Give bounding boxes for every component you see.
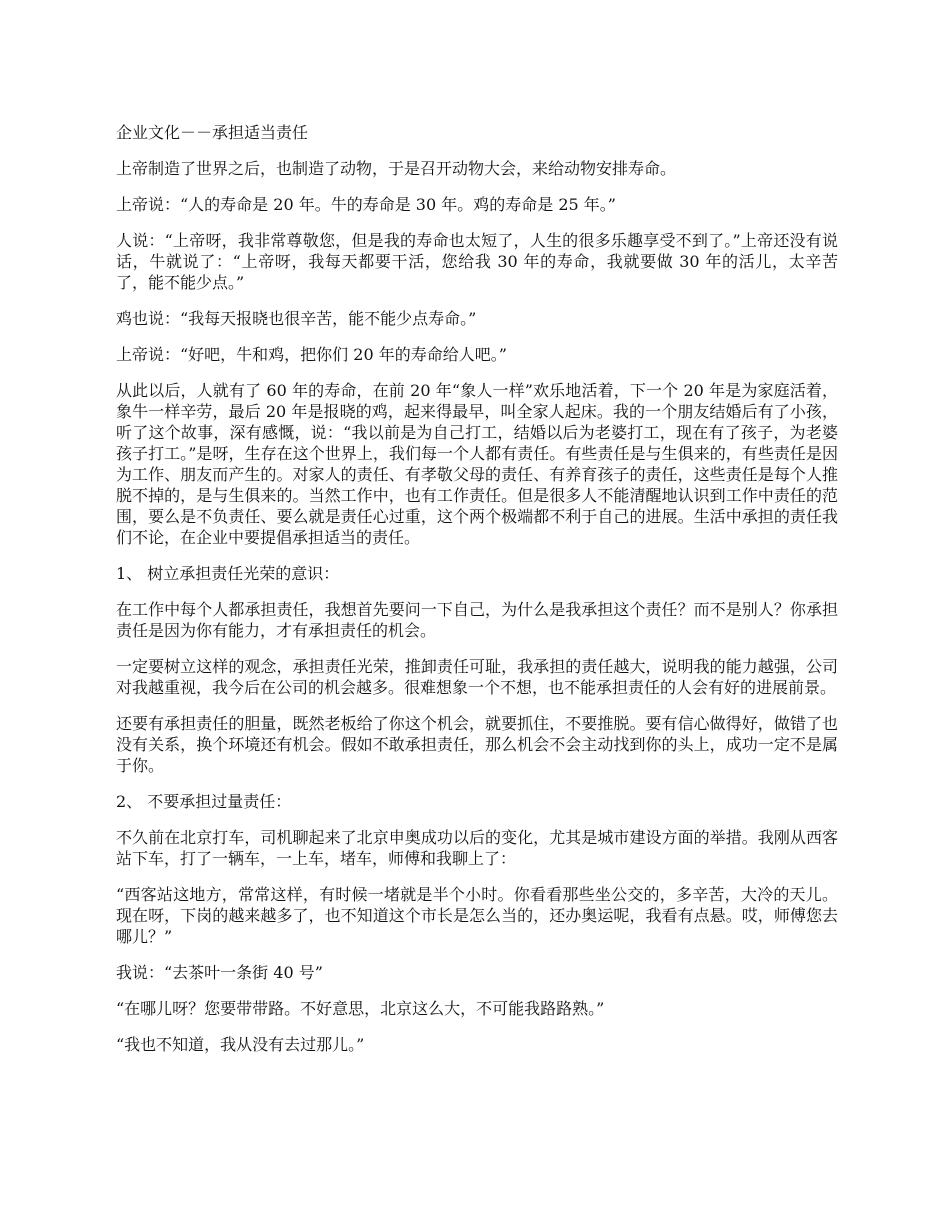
paragraph: “我也不知道，我从没有去过那儿。” xyxy=(116,1035,365,1054)
section-heading: 1、 树立承担责任光荣的意识： xyxy=(116,564,340,583)
paragraph: 上帝说：“人的寿命是 20 年。牛的寿命是 30 年。鸡的寿命是 25 年。” xyxy=(116,195,616,214)
paragraph: 我说：“去茶叶一条街 40 号” xyxy=(116,963,323,982)
paragraph: 从此以后，人就有了 60 年的寿命，在前 20 年“象人一样”欢乐地活着，下一个 20 年是为家庭活着，象牛一样辛劳，最后 20 年是报晓的鸡，起来得最早，叫全家人起床。我的一个朋友结婚后有了小孩，听了这个故事，深有感慨，说：“我以前是为自己打工，结婚以后为老婆打工，现在有了孩子，为老婆孩子打工。”是呀，生存在这个世界上，我们每一个人都有责任。有些责任是与生俱来的，有些责任是因为工作、朋友而产生的。对家人的责任、有孝敬父母的责任、有养育孩子的责任，这些责任是每个人推脱不掉的，是与生俱来的。当然工作中，也有工作责任。但是很多人不能清醒地认识到工作中责任的范围，要么是不负责任、要么就是责任心过重，这个两个极端都不利于自己的进展。生活中承担的责任我们不论，在企业中要提倡承担适当的责任。 xyxy=(116,381,838,547)
paragraph: 上帝说：“好吧，牛和鸡，把你们 20 年的寿命给人吧。” xyxy=(116,345,507,364)
document-page xyxy=(116,122,838,1070)
paragraph: 还要有承担责任的胆量，既然老板给了你这个机会，就要抓住，不要推脱。要有信心做得好，做错了也没有关系，换个环境还有机会。假如不敢承担责任，那么机会不会主动找到你的头上，成功一定不是属于你。 xyxy=(116,714,838,775)
paragraph: 不久前在北京打车，司机聊起来了北京申奥成功以后的变化，尤其是城市建设方面的举措。我刚从西客站下车，打了一辆车，一上车，堵车，师傅和我聊上了： xyxy=(116,828,838,868)
paragraph: 人说：“上帝呀，我非常尊敬您，但是我的寿命也太短了，人生的很多乐趣享受不到了。”上帝还没有说话，牛就说了：“上帝呀，我每天都要干活，您给我 30 年的寿命，我就要做 30 年的活儿，太辛苦了，能不能少点。” xyxy=(116,231,838,292)
paragraph: 一定要树立这样的观念，承担责任光荣，推卸责任可耻，我承担的责任越大，说明我的能力越强，公司对我越重视，我今后在公司的机会越多。很难想象一个不想，也不能承担责任的人会有好的进展前景。 xyxy=(116,657,838,697)
section-heading: 2、 不要承担过量责任： xyxy=(116,792,292,811)
paragraph: “在哪儿呀？您要带带路。不好意思，北京这么大，不可能我路路熟。” xyxy=(116,999,605,1018)
paragraph: 在工作中每个人都承担责任，我想首先要问一下自己，为什么是我承担这个责任？而不是别人？你承担责任是因为你有能力，才有承担责任的机会。 xyxy=(116,600,838,640)
paragraph: 上帝制造了世界之后，也制造了动物，于是召开动物大会，来给动物安排寿命。 xyxy=(116,159,677,178)
paragraph: “西客站这地方，常常这样，有时候一堵就是半个小时。你看看那些坐公交的，多辛苦，大冷的天儿。现在呀，下岗的越来越多了，也不知道这个市长是怎么当的，还办奥运呢，我看有点悬。哎，师傅您去哪儿？” xyxy=(116,885,838,946)
document-title: 企业文化－－承担适当责任 xyxy=(116,123,309,142)
paragraph: 鸡也说：“我每天报晓也很辛苦，能不能少点寿命。” xyxy=(116,309,477,328)
